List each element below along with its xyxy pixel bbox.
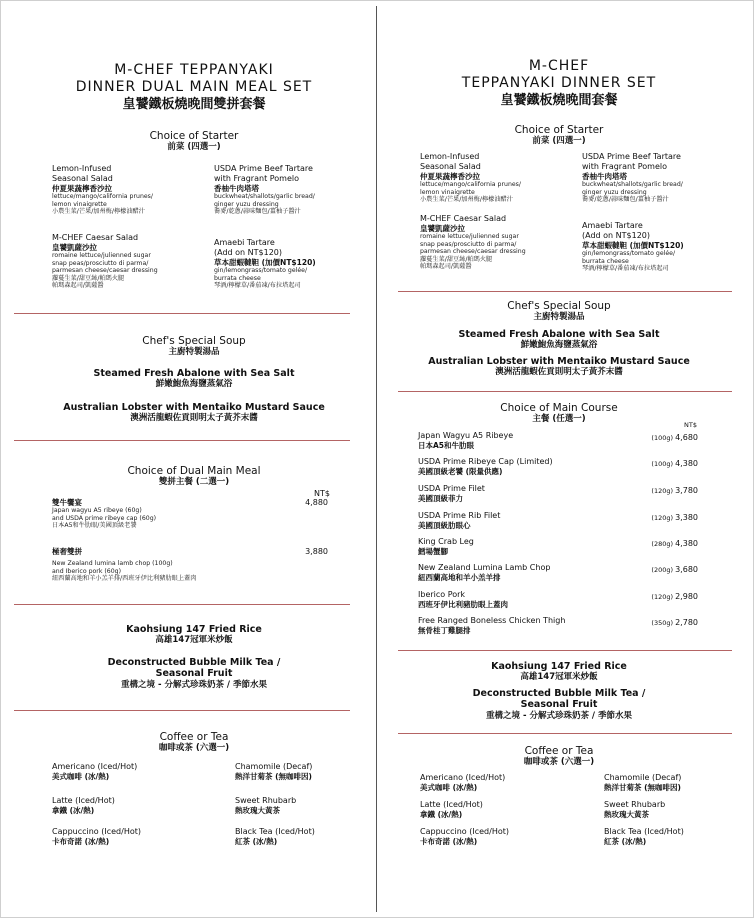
main-item: USDA Prime Filet 美國頂級菲力 (120g) 3,780 — [418, 484, 698, 503]
drink-item: Sweet Rhubarb 熱玫瑰大黃茶 — [235, 796, 297, 815]
section-divider — [398, 391, 732, 392]
weight: (280g) — [651, 540, 674, 548]
rice-course-zh: 高雄147冠軍米炒飯 — [520, 672, 598, 682]
soup-option-zh: 澳洲活龍蝦佐貢則明太子黃芥末醬 — [130, 413, 258, 423]
price: 4,880 — [305, 498, 328, 507]
price: 4,380 — [675, 539, 698, 548]
dinner-set-menu — [408, 0, 710, 918]
dessert-course-line2: Seasonal Fruit — [155, 668, 233, 679]
starter-heading: Choice of Starter — [514, 124, 604, 136]
main-heading: Choice of Main Course — [500, 402, 618, 414]
section-divider — [398, 650, 732, 651]
drinks-heading-zh: 咖啡或茶 (六選一) — [158, 743, 230, 753]
price: 3,780 — [675, 486, 698, 495]
drinks-heading-zh: 咖啡或茶 (六選一) — [523, 757, 595, 767]
price: 4,380 — [675, 459, 698, 468]
section-divider — [398, 291, 732, 292]
soup-option-zh: 鮮嫩鮑魚海鹽蒸氣浴 — [155, 379, 233, 389]
main-item: Iberico Pork 西班牙伊比利豬肋眼上蓋肉 (120g) 2,980 — [418, 590, 698, 609]
soup-option-zh: 鮮嫩鮑魚海鹽蒸氣浴 — [520, 340, 598, 350]
price: 3,880 — [305, 547, 328, 556]
rice-course-zh: 高雄147冠軍米炒飯 — [155, 635, 233, 645]
soup-heading-zh: 主廚特製湯品 — [168, 347, 220, 357]
drink-item: Cappuccino (Iced/Hot) 卡布奇諾 (冰/熱) — [52, 827, 141, 846]
drink-item: Americano (Iced/Hot) 美式咖啡 (冰/熱) — [52, 762, 138, 781]
price: 4,680 — [675, 433, 698, 442]
soup-option: Australian Lobster with Mentaiko Mustard Sauce — [428, 356, 690, 367]
section-divider — [14, 440, 350, 441]
soup-option: Australian Lobster with Mentaiko Mustard Sauce — [63, 402, 325, 413]
menu-title-line2: DINNER DUAL MAIN MEAL SET — [75, 79, 313, 95]
drink-item: Chamomile (Decaf) 熱洋甘菊茶 (無咖啡因) — [604, 773, 682, 792]
weight: (120g) — [651, 487, 674, 495]
menu-title-zh: 皇饕鐵板燒晚間雙拼套餐 — [122, 97, 266, 112]
main-item: USDA Prime Ribeye Cap (Limited) 美國頂級老饕 (限量供應) (100g) 4,380 — [418, 457, 698, 476]
main-item: 雙牛饗宴 4,880 Japan wagyu A5 ribeye (60g) and USDA prime ribeye cap (60g) 日本A5和牛肋眼/美國頂級老饕 — [52, 498, 328, 529]
soup-option: Steamed Fresh Abalone with Sea Salt — [93, 368, 295, 379]
weight: (120g) — [651, 514, 674, 522]
starter-item: Amaebi Tartare (Add on NT$120) 草本甜蝦韃靼 (加價NT$120) gin/lemongrass/tomato gelée/ burrata cheese 琴酒/檸檬草/番茄凍/布拉塔起司 — [582, 221, 684, 272]
starter-heading-zh: 前菜 (四選一) — [532, 136, 586, 146]
main-item: Japan Wagyu A5 Ribeye 日本A5和牛肋眼 (100g) 4,680 — [418, 431, 698, 450]
weight: (120g) — [651, 593, 674, 601]
drink-item: Black Tea (Iced/Hot) 紅茶 (冰/熱) — [235, 827, 315, 846]
drink-item: Sweet Rhubarb 熱玫瑰大黃茶 — [604, 800, 666, 819]
starter-item: M-CHEF Caesar Salad 皇饕凱薩沙拉 romaine lettuce/julienned sugar snap peas/prosciutto di parma/ parmesan cheese/caesar dressing 蘿蔓生菜/甜豆絲/帕瑪火腿 帕瑪森起司/凱薩醬 — [52, 233, 158, 289]
main-item: King Crab Leg 鱈場蟹腳 (280g) 4,380 — [418, 537, 698, 556]
currency-label: NT$ — [684, 421, 697, 429]
drink-item: Americano (Iced/Hot) 美式咖啡 (冰/熱) — [420, 773, 506, 792]
main-heading: Choice of Dual Main Meal — [127, 465, 261, 477]
drinks-heading: Coffee or Tea — [524, 745, 594, 757]
currency-label: NT$ — [314, 489, 330, 498]
soup-heading: Chef's Special Soup — [507, 300, 611, 312]
menu-title-line2: TEPPANYAKI DINNER SET — [461, 75, 657, 91]
price: 3,380 — [675, 513, 698, 522]
main-item: Free Ranged Boneless Chicken Thigh 無骨桂丁雞腿排 (350g) 2,780 — [418, 616, 698, 635]
starter-item: M-CHEF Caesar Salad 皇饕凱薩沙拉 romaine lettuce/julienned sugar snap peas/prosciutto di parma/ parmesan cheese/caesar dressing 蘿蔓生菜/甜豆絲/帕瑪火腿 帕瑪森起司/凱薩醬 — [420, 214, 526, 270]
section-divider — [398, 733, 732, 734]
price: 3,680 — [675, 565, 698, 574]
drink-item: Cappuccino (Iced/Hot) 卡布奇諾 (冰/熱) — [420, 827, 509, 846]
price: 2,980 — [675, 592, 698, 601]
section-divider — [14, 313, 350, 314]
center-divider — [376, 6, 377, 912]
menu-title-line1: M-CHEF TEPPANYAKI — [114, 62, 274, 78]
drinks-heading: Coffee or Tea — [159, 731, 229, 743]
rice-course: Kaohsiung 147 Fried Rice — [491, 661, 627, 672]
starter-item: USDA Prime Beef Tartare with Fragrant Pomelo 香柚牛肉塔塔 buckwheat/shallots/garlic bread/ ginger yuzu dressing 蕎麥/乾蔥/蒜味麵包/薑柚子醬汁 — [582, 152, 683, 203]
main-heading-zh: 雙拼主餐 (二選一) — [158, 477, 230, 487]
dessert-course: Deconstructed Bubble Milk Tea / — [472, 688, 646, 699]
menu-title-zh: 皇饕鐵板燒晚間套餐 — [500, 93, 618, 108]
dual-main-menu — [44, 0, 344, 918]
section-divider — [14, 604, 350, 605]
dessert-course: Deconstructed Bubble Milk Tea / — [107, 657, 281, 668]
main-item: New Zealand Lumina Lamb Chop 紐西蘭高地和羊小羔羊排 (200g) 3,680 — [418, 563, 698, 582]
main-item: 極奢雙拼 3,880 New Zealand lumina lamb chop (100g) and Iberico pork (60g) 紐西蘭高地和羊小羔羊排/西班牙伊比利豬肋眼上蓋肉 — [52, 547, 328, 582]
dessert-course-line2: Seasonal Fruit — [520, 699, 598, 710]
rice-course: Kaohsiung 147 Fried Rice — [126, 624, 262, 635]
starter-item: USDA Prime Beef Tartare with Fragrant Pomelo 香柚牛肉塔塔 buckwheat/shallots/garlic bread/ ginger yuzu dressing 蕎麥/乾蔥/蒜味麵包/薑柚子醬汁 — [214, 164, 315, 215]
section-divider — [14, 710, 350, 711]
drink-item: Chamomile (Decaf) 熱洋甘菊茶 (無咖啡因) — [235, 762, 313, 781]
dessert-course-zh: 重構之境 - 分解式珍珠奶茶 / 季節水果 — [486, 711, 632, 721]
starter-item: Lemon-Infused Seasonal Salad 仲夏果蔬檸香沙拉 lettuce/mango/california prunes/ lemon vinaigrette 小農生菜/芒果/加州梅/檸檬油醋汁 — [420, 152, 521, 203]
main-heading-zh: 主餐 (任選一) — [532, 414, 586, 424]
starter-heading-zh: 前菜 (四選一) — [167, 142, 221, 152]
price: 2,780 — [675, 618, 698, 627]
drink-item: Latte (Iced/Hot) 拿鐵 (冰/熱) — [420, 800, 483, 819]
main-item: USDA Prime Rib Filet 美國頂級肋眼心 (120g) 3,380 — [418, 511, 698, 530]
drink-item: Black Tea (Iced/Hot) 紅茶 (冰/熱) — [604, 827, 684, 846]
starter-item: Amaebi Tartare (Add on NT$120) 草本甜蝦韃靼 (加價NT$120) gin/lemongrass/tomato gelée/ burrata cheese 琴酒/檸檬草/番茄凍/布拉塔起司 — [214, 238, 316, 289]
weight: (350g) — [651, 619, 674, 627]
starter-item: Lemon-Infused Seasonal Salad 仲夏果蔬檸香沙拉 lettuce/mango/california prunes/ lemon vinaigrette 小農生菜/芒果/加州梅/檸檬油醋汁 — [52, 164, 153, 215]
weight: (200g) — [651, 566, 674, 574]
dessert-course-zh: 重構之境 - 分解式珍珠奶茶 / 季節水果 — [121, 680, 267, 690]
soup-heading-zh: 主廚特製湯品 — [533, 312, 585, 322]
starter-heading: Choice of Starter — [149, 130, 239, 142]
soup-option-zh: 澳洲活龍蝦佐貢則明太子黃芥末醬 — [495, 367, 623, 377]
weight: (100g) — [651, 434, 674, 442]
weight: (100g) — [651, 460, 674, 468]
soup-option: Steamed Fresh Abalone with Sea Salt — [458, 329, 660, 340]
drink-item: Latte (Iced/Hot) 拿鐵 (冰/熱) — [52, 796, 115, 815]
menu-title-line1: M-CHEF — [528, 58, 590, 74]
soup-heading: Chef's Special Soup — [142, 335, 246, 347]
